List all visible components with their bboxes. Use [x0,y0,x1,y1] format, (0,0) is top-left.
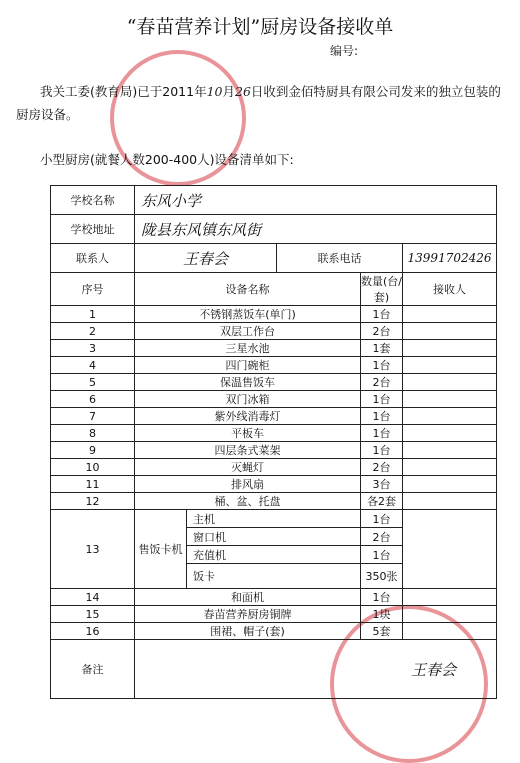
receiver-cell [403,606,497,623]
receiver-cell [403,425,497,442]
receiver-signature: 王春会 [411,660,457,679]
table-row [51,425,497,442]
intro-day: 26 [235,84,251,99]
receiver-cell [403,476,497,493]
row-number: 14 [51,589,135,606]
row-number: 7 [51,408,135,425]
equipment-name: 排风扇 [135,476,361,493]
remarks-row [51,640,497,699]
receiver-cell [403,357,497,374]
contact-row [51,244,497,273]
quantity: 3台 [361,476,403,493]
school-address-row [51,215,497,244]
table-row [51,442,497,459]
receiver-cell [403,493,497,510]
table-row [51,606,497,623]
card-machine-item-name: 充值机 [187,546,361,564]
table-row [51,306,497,323]
row-number: 6 [51,391,135,408]
receiver-cell [403,442,497,459]
intro-text-1: 我关工委(教育局)已于 [40,84,163,99]
receiver-cell [403,510,497,589]
list-subtitle: 小型厨房(就餐人数200-400人)设备清单如下: [40,152,294,167]
quantity: 2台 [361,459,403,476]
school-address-value: 陇县东风镇东风街 [135,215,497,244]
intro-text-2: 年 [194,84,207,99]
table-row [51,391,497,408]
contact-value: 王春会 [135,244,277,273]
row-number: 3 [51,340,135,357]
row-number: 1 [51,306,135,323]
table-row [51,589,497,606]
quantity: 1台 [361,391,403,408]
quantity: 1台 [361,306,403,323]
phone-label: 联系电话 [277,244,403,273]
row-number: 2 [51,323,135,340]
col-header-name: 设备名称 [135,273,361,306]
equipment-name: 紫外线消毒灯 [135,408,361,425]
table-row [51,476,497,493]
table-row [51,408,497,425]
quantity: 1块 [361,606,403,623]
intro-month: 10 [206,84,223,99]
row-number: 12 [51,493,135,510]
school-name-value: 东风小学 [135,186,497,215]
equipment-name: 保温售饭车 [135,374,361,391]
receiver-cell [403,589,497,606]
row-number: 5 [51,374,135,391]
quantity: 5套 [361,623,403,640]
document-title: “春苗营养计划”厨房设备接收单 [126,16,394,38]
remarks-value [135,640,497,699]
row-number: 10 [51,459,135,476]
equipment-name: 春苗营养厨房铜牌 [135,606,361,623]
table-row [51,493,497,510]
table-row [51,340,497,357]
quantity: 1套 [361,340,403,357]
school-name-row [51,186,497,215]
receiver-cell [403,459,497,476]
equipment-name: 四层条式菜架 [135,442,361,459]
equipment-name: 围裙、帽子(套) [135,623,361,640]
intro-text-4: 日收到金佰特厨具有限公司发来的独立包装的厨房设备。 [16,84,501,122]
receiver-cell [403,391,497,408]
intro-text-3: 月 [222,84,236,99]
phone-value: 13991702426 [403,244,497,273]
table-row [51,510,497,528]
quantity: 2台 [361,528,403,546]
row-number: 8 [51,425,135,442]
equipment-table [50,185,497,699]
column-header-row [51,273,497,306]
card-machine-item-name: 主机 [187,510,361,528]
receiver-cell [403,323,497,340]
row-number: 13 [51,510,135,589]
receiver-cell [403,623,497,640]
row-number: 4 [51,357,135,374]
equipment-name: 双层工作台 [135,323,361,340]
quantity: 1台 [361,408,403,425]
school-address-label: 学校地址 [51,215,135,244]
quantity: 350张 [361,564,403,589]
contact-label: 联系人 [51,244,135,273]
quantity: 1台 [361,425,403,442]
quantity: 2台 [361,323,403,340]
quantity: 1台 [361,546,403,564]
table-row [51,623,497,640]
col-header-qty: 数量(台/套) [361,273,403,306]
equipment-name: 不锈钢蒸饭车(单门) [135,306,361,323]
remarks-label: 备注 [51,640,135,699]
table-row [51,374,497,391]
equipment-name: 双门冰箱 [135,391,361,408]
equipment-name: 灭蝇灯 [135,459,361,476]
col-header-receiver: 接收人 [403,273,497,306]
intro-paragraph [16,80,506,126]
intro-year: 2011 [162,84,195,99]
card-machine-group-name: 售饭卡机 [135,510,187,589]
col-header-no: 序号 [51,273,135,306]
receiver-cell [403,408,497,425]
row-number: 16 [51,623,135,640]
school-name-label: 学校名称 [51,186,135,215]
receiver-cell [403,306,497,323]
quantity: 各2套 [361,493,403,510]
equipment-name: 平板车 [135,425,361,442]
table-row [51,323,497,340]
row-number: 9 [51,442,135,459]
equipment-name: 三星水池 [135,340,361,357]
quantity: 2台 [361,374,403,391]
card-machine-item-name: 饭卡 [187,564,361,589]
serial-number-label: 编号: [330,44,359,58]
equipment-name: 桶、盆、托盘 [135,493,361,510]
table-row [51,459,497,476]
quantity: 1台 [361,357,403,374]
quantity: 1台 [361,510,403,528]
equipment-name: 四门碗柜 [135,357,361,374]
receiver-cell [403,374,497,391]
table-row [51,357,497,374]
equipment-name: 和面机 [135,589,361,606]
quantity: 1台 [361,589,403,606]
receiver-cell [403,340,497,357]
quantity: 1台 [361,442,403,459]
card-machine-item-name: 窗口机 [187,528,361,546]
row-number: 15 [51,606,135,623]
row-number: 11 [51,476,135,493]
